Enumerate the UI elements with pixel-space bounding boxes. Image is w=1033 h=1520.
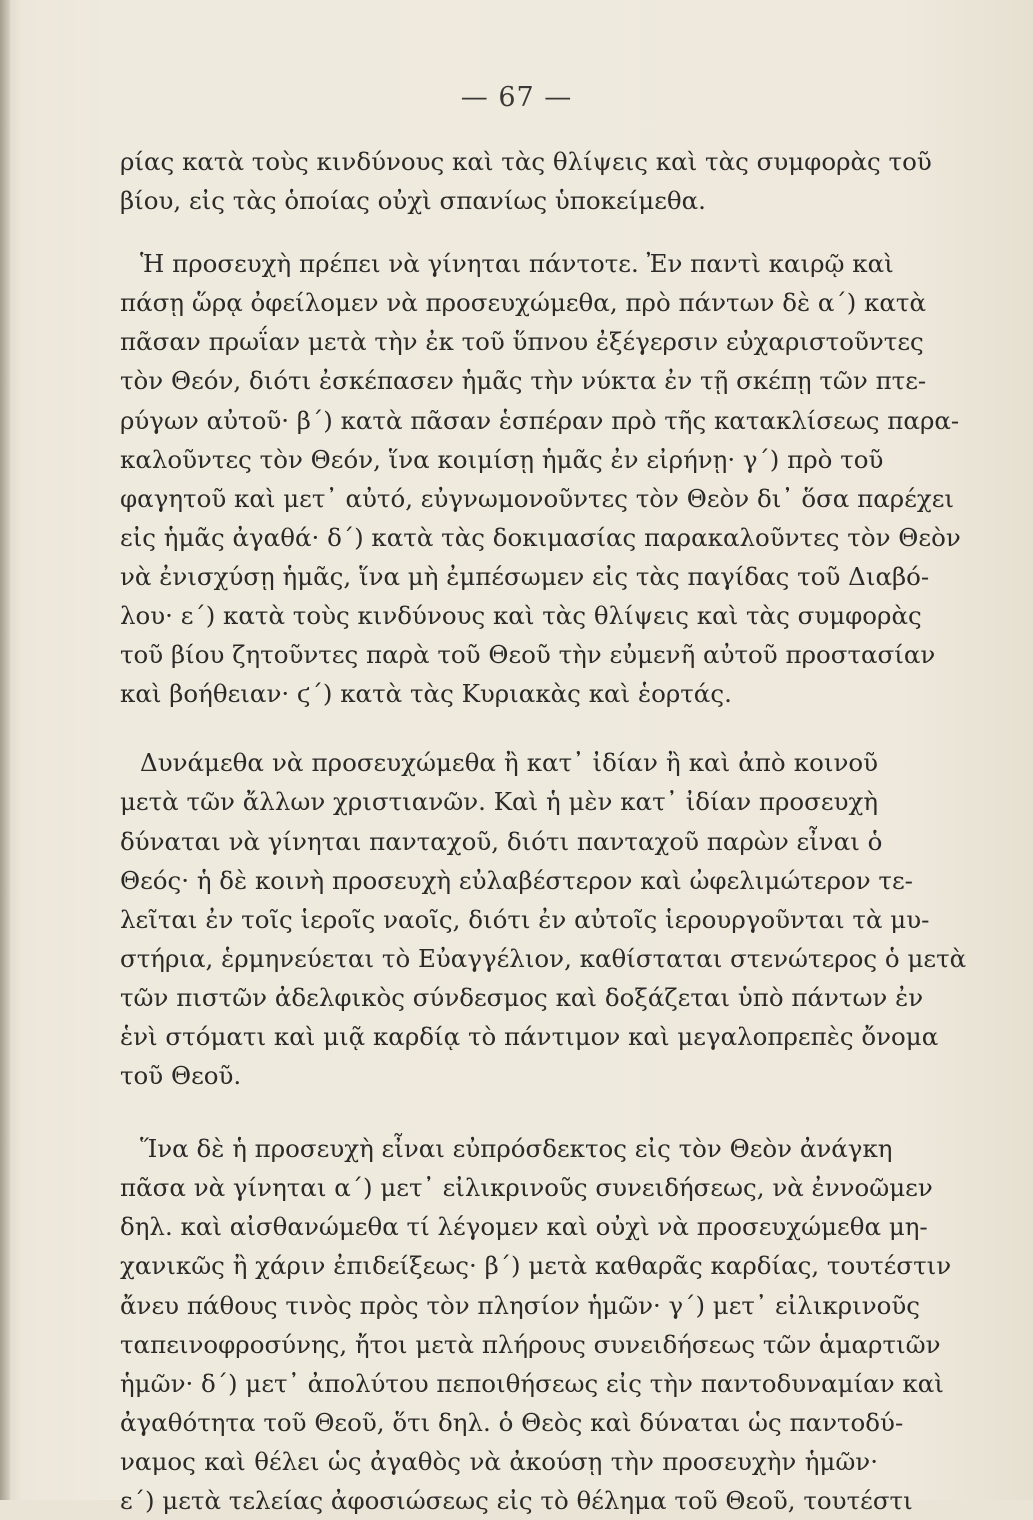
text-line: Ἡ προσευχὴ πρέπει νὰ γίνηται πάντοτε. Ἐν παντὶ καιρῷ καὶ (140, 249, 894, 279)
text-line: πᾶσα νὰ γίνηται α΄) μετ᾽ εἰλικρινοῦς συνειδήσεως, νὰ ἐννοῶμεν (120, 1173, 933, 1203)
text-line: ἀγαθότητα τοῦ Θεοῦ, ὅτι δηλ. ὁ Θεὸς καὶ δύναται ὡς παντοδύ- (120, 1407, 904, 1437)
page-number: — 67 — (460, 82, 573, 113)
text-line: τοῦ Θεοῦ. (120, 1061, 242, 1091)
text-line: καὶ βοήθειαν· ϛ΄) κατὰ τὰς Κυριακὰς καὶ ἑορτάς. (120, 679, 732, 709)
text-line: εἰς ἡμᾶς ἀγαθά· δ΄) κατὰ τὰς δοκιμασίας παρακαλοῦντες τὸν Θεὸν (120, 522, 961, 552)
text-line: Δυνάμεθα νὰ προσευχώμεθα ἢ κατ᾽ ἰδίαν ἢ καὶ ἀπὸ κοινοῦ (140, 748, 878, 778)
text-line: τὸν Θεόν, διότι ἐσκέπασεν ἡμᾶς τὴν νύκτα ἐν τῇ σκέπῃ τῶν πτε- (120, 366, 927, 396)
paragraph-4 (120, 1129, 952, 1520)
text-line: Θεός· ἡ δὲ κοινὴ προσευχὴ εὐλαβέστερον καὶ ὠφελιμώτερον τε- (120, 865, 913, 895)
text-line: βίου, εἰς τὰς ὁποίας οὐχὶ σπανίως ὑποκείμεθα. (120, 186, 706, 216)
text-line: πάσῃ ὥρᾳ ὀφείλομεν νὰ προσευχώμεθα, πρὸ πάντων δὲ α΄) κατὰ (120, 288, 927, 318)
text-line: μετὰ τῶν ἄλλων χριστιανῶν. Καὶ ἡ μὲν κατ᾽ ἰδίαν προσευχὴ (120, 787, 878, 817)
text-line: ρύγων αὐτοῦ· β΄) κατὰ πᾶσαν ἑσπέραν πρὸ τῆς κατακλίσεως παρα- (120, 405, 960, 435)
paragraph-1 (120, 142, 932, 220)
paragraph-3 (120, 743, 967, 1095)
text-line: καλοῦντες τὸν Θεόν, ἵνα κοιμίσῃ ἡμᾶς ἐν εἰρήνῃ· γ΄) πρὸ τοῦ (120, 444, 884, 474)
text-line: φαγητοῦ καὶ μετ᾽ αὐτό, εὐγνωμονοῦντες τὸν Θεὸν δι᾽ ὅσα παρέχει (120, 483, 955, 513)
text-line: στήρια, ἑρμηνεύεται τὸ Εὐαγγέλιον, καθίσταται στενώτερος ὁ μετὰ (120, 943, 967, 973)
text-line: ρίας κατὰ τοὺς κινδύνους καὶ τὰς θλίψεις καὶ τὰς συμφορὰς τοῦ (120, 147, 932, 176)
text-line: Ἵνα δὲ ἡ προσευχὴ εἶναι εὐπρόσδεκτος εἰς τὸν Θεὸν ἀνάγκη (140, 1134, 893, 1164)
text-line: ταπεινοφροσύνης, ἤτοι μετὰ πλήρους συνειδήσεως τῶν ἁμαρτιῶν (120, 1329, 941, 1359)
text-line: δηλ. καὶ αἰσθανώμεθα τί λέγομεν καὶ οὐχὶ νὰ προσευχώμεθα μη- (120, 1212, 928, 1242)
text-line: ἄνευ πάθους τινὸς πρὸς τὸν πλησίον ἡμῶν· γ΄) μετ᾽ εἰλικρινοῦς (120, 1290, 921, 1320)
text-line: ε΄) μετὰ τελείας ἀφοσιώσεως εἰς τὸ θέλημα τοῦ Θεοῦ, τουτέστι (120, 1486, 913, 1515)
text-line: ναμος καὶ θέλει ὡς ἀγαθὸς νὰ ἀκούσῃ τὴν προσευχὴν ἡμῶν· (120, 1446, 878, 1476)
text-line: τῶν πιστῶν ἀδελφικὸς σύνδεσμος καὶ δοξάζεται ὑπὸ πάντων ἐν (120, 982, 924, 1012)
body-text (120, 142, 967, 1520)
text-line: λεῖται ἐν τοῖς ἱεροῖς ναοῖς, διότι ἐν αὐτοῖς ἱερουργοῦνται τὰ μυ- (120, 904, 930, 934)
text-line: ἑνὶ στόματι καὶ μιᾷ καρδίᾳ τὸ πάντιμον καὶ μεγαλοπρεπὲς ὄνομα (120, 1021, 939, 1051)
text-line: πᾶσαν πρωΐαν μετὰ τὴν ἐκ τοῦ ὕπνου ἐξέγερσιν εὐχαριστοῦντες (120, 327, 924, 357)
text-line: δύναται νὰ γίνηται πανταχοῦ, διότι πανταχοῦ παρὼν εἶναι ὁ (120, 826, 883, 856)
text-line: ἡμῶν· δ΄) μετ᾽ ἀπολύτου πεποιθήσεως εἰς τὴν παντοδυναμίαν καὶ (120, 1368, 944, 1398)
text-line: νὰ ἐνισχύσῃ ἡμᾶς, ἵνα μὴ ἐμπέσωμεν εἰς τὰς παγίδας τοῦ Διαβό- (120, 561, 930, 591)
paragraph-2 (120, 244, 961, 713)
text-line: τοῦ βίου ζητοῦντες παρὰ τοῦ Θεοῦ τὴν εὐμενῆ αὐτοῦ προστασίαν (120, 640, 936, 670)
text-line: χανικῶς ἢ χάριν ἐπιδείξεως· β΄) μετὰ καθαρᾶς καρδίας, τουτέστιν (120, 1251, 952, 1281)
page-binding-edge (0, 0, 10, 1500)
text-line: λου· ε΄) κατὰ τοὺς κινδύνους καὶ τὰς θλίψεις καὶ τὰς συμφορὰς (120, 601, 922, 631)
